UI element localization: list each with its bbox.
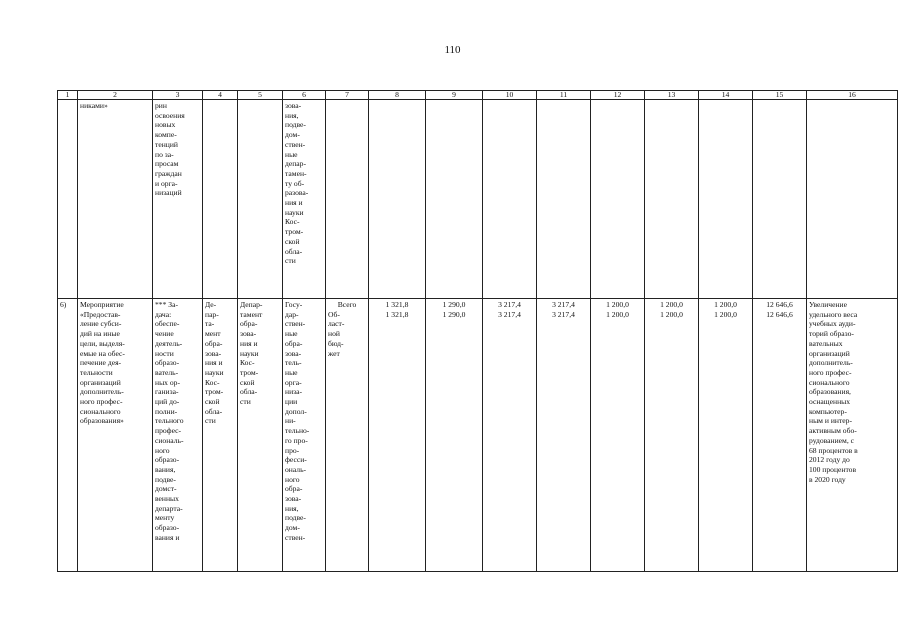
value-cell xyxy=(753,100,807,299)
regional-value: 1 321,8 xyxy=(385,309,409,319)
regional-value: 1 200,0 xyxy=(714,309,737,319)
value-cell xyxy=(699,299,753,572)
budget-table xyxy=(57,90,898,572)
col-header: 8 xyxy=(369,91,426,100)
task-text: *** За- дача: обеспе- чение деятель- ности образо- ватель- ных ор- ганиза- ций до- полни- тельного профес- сиональ- ного образо- вания, подве- домст- венных департа- менту образо- вания и xyxy=(153,299,203,572)
total-value: 3 217,4 xyxy=(498,300,521,309)
table-row-continued xyxy=(58,100,898,299)
col-header: 14 xyxy=(699,91,753,100)
col-header: 11 xyxy=(537,91,591,100)
source-cell xyxy=(326,299,369,572)
col-header: 15 xyxy=(753,91,807,100)
regional-value: 3 217,4 xyxy=(552,309,575,319)
col-header: 1 xyxy=(58,91,78,100)
value-cell xyxy=(591,100,645,299)
value-cell xyxy=(483,100,537,299)
value-cell xyxy=(369,100,426,299)
col-header: 16 xyxy=(807,91,898,100)
measure-name: Мероприятие «Предостав- ление субси- дий на иные цели, выделя- емые на обес- печение дея- тельности организаций дополнитель- ного профес- сионального образования» xyxy=(78,299,153,572)
col-header: 12 xyxy=(591,91,645,100)
source-cell xyxy=(326,100,369,299)
result-text xyxy=(807,100,898,299)
value-cell xyxy=(699,100,753,299)
participants: зова- ния, подве- дом- ствен- ные депар- тамен- ту об- разова- ния и науки Кос- тром- ской обла- сти xyxy=(283,100,326,299)
total-value: 3 217,4 xyxy=(552,300,575,309)
value-cell xyxy=(426,299,483,572)
executor xyxy=(203,100,238,299)
value-cell xyxy=(591,299,645,572)
table-row xyxy=(58,299,898,572)
col-header: 10 xyxy=(483,91,537,100)
value-cell xyxy=(426,100,483,299)
regional-value: 12 646,6 xyxy=(766,309,793,319)
col-header: 5 xyxy=(238,91,283,100)
value-cell xyxy=(753,299,807,572)
value-cell xyxy=(645,299,699,572)
col-header: 2 xyxy=(78,91,153,100)
total-value: 1 200,0 xyxy=(606,300,629,309)
regional-value: 1 290,0 xyxy=(442,309,466,319)
col-header: 6 xyxy=(283,91,326,100)
executor: Де- пар- та- мент обра- зова- ния и науки Кос- тром- ской обла- сти xyxy=(203,299,238,572)
regional-value: 3 217,4 xyxy=(498,309,521,319)
total-value: 1 200,0 xyxy=(660,300,683,309)
total-value: 12 646,6 xyxy=(766,300,793,309)
page-number: 110 xyxy=(444,44,461,56)
result-text: Увеличение удельного веса учебных ауди- торий образо- вательных организаций дополнитель- ного профес- сионального образования, оснащенных компьютер- ным и интер- активным обо- рудованием, с 68 процентов в 2012 году до 100 процентов в 2020 году xyxy=(807,299,898,572)
source-regional-label: Об- ласт- ной бюд- жет xyxy=(328,309,345,358)
col-header: 9 xyxy=(426,91,483,100)
coexecutor: Депар- тамент обра- зова- ния и науки Кос- тром- ской обла- сти xyxy=(238,299,283,572)
value-cell xyxy=(645,100,699,299)
row-number: 6) xyxy=(58,299,78,572)
total-value: 1 290,0 xyxy=(442,300,466,309)
participants: Госу- дар- ствен- ные обра- зова- тель- ные орга- низа- ции допол- ни- тельно- го про- про- фесси- ональ- ного обра- зова- ния, подве- дом- ствен- xyxy=(283,299,326,572)
total-value: 1 200,0 xyxy=(714,300,737,309)
header-row xyxy=(58,91,898,100)
value-cell xyxy=(483,299,537,572)
regional-value: 1 200,0 xyxy=(606,309,629,319)
source-total-label: Всего xyxy=(337,300,357,309)
row-number xyxy=(58,100,78,299)
coexecutor xyxy=(238,100,283,299)
value-cell xyxy=(537,299,591,572)
col-header: 13 xyxy=(645,91,699,100)
total-value: 1 321,8 xyxy=(385,300,409,309)
regional-value: 1 200,0 xyxy=(660,309,683,319)
col-header: 7 xyxy=(326,91,369,100)
col-header: 4 xyxy=(203,91,238,100)
task-text: рин освоения новых компе- тенций по за- просам граждан и орга- низаций xyxy=(153,100,203,299)
measure-name: никами» xyxy=(78,100,153,299)
col-header: 3 xyxy=(153,91,203,100)
value-cell xyxy=(537,100,591,299)
value-cell xyxy=(369,299,426,572)
